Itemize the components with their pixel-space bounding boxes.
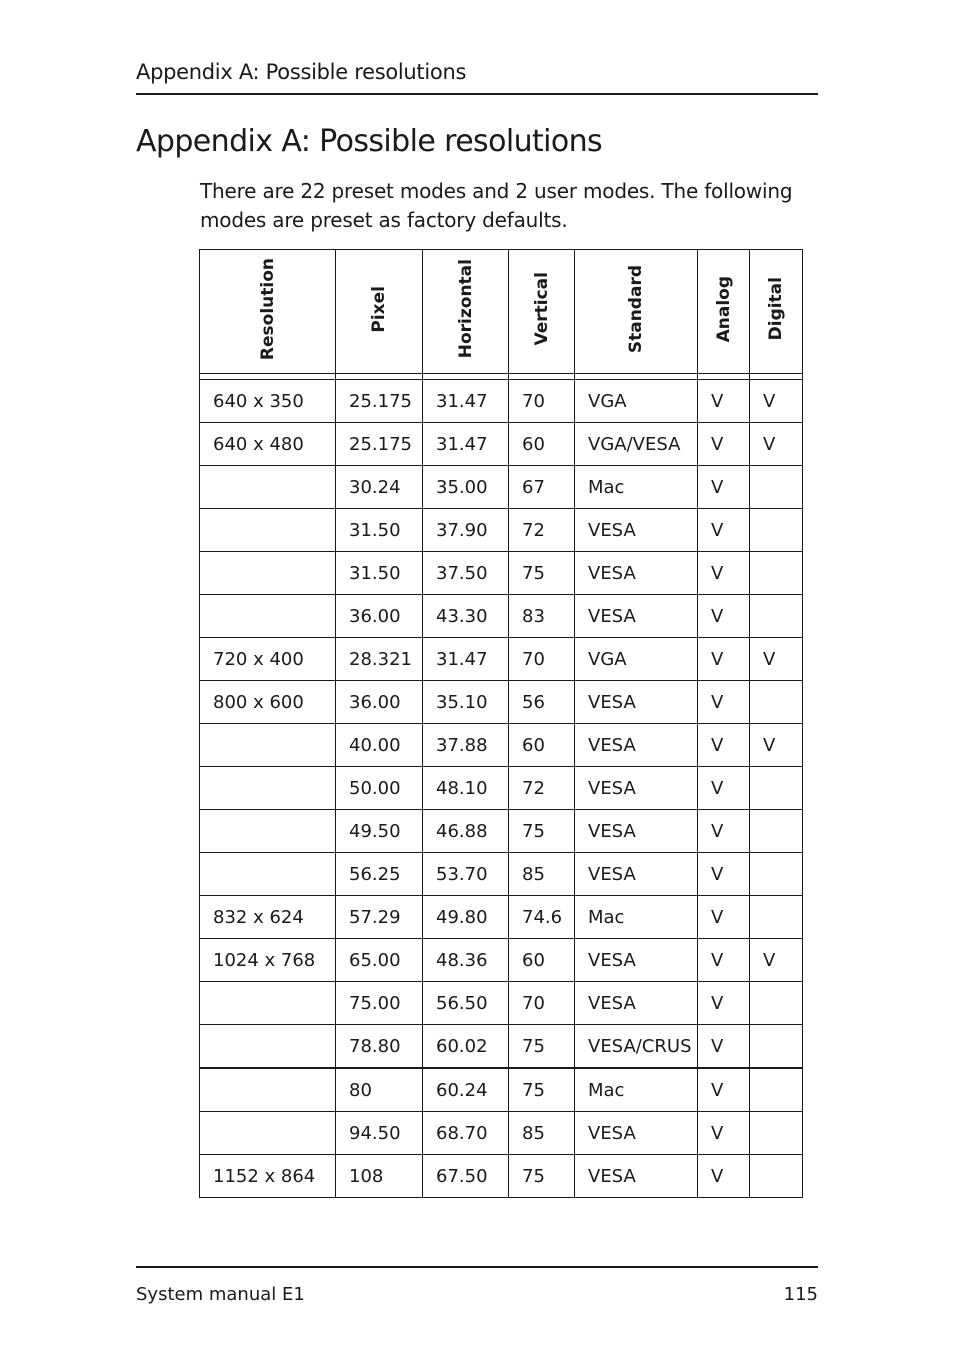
horizontal-cell: 48.36 — [423, 939, 509, 982]
pixel-cell: 78.80 — [336, 1025, 423, 1069]
resolution-cell — [200, 982, 336, 1025]
page-number: 115 — [783, 1284, 818, 1305]
table-row — [200, 1112, 803, 1155]
resolutions-table — [199, 249, 803, 1198]
horizontal-cell: 31.47 — [423, 638, 509, 681]
vertical-cell: 75 — [509, 810, 575, 853]
table-row — [200, 1025, 803, 1069]
table-row — [200, 724, 803, 767]
digital-cell: V — [750, 724, 803, 767]
standard-cell: VESA — [575, 595, 698, 638]
pixel-cell: 36.00 — [336, 681, 423, 724]
digital-cell — [750, 681, 803, 724]
standard-cell: Mac — [575, 896, 698, 939]
pixel-cell: 30.24 — [336, 466, 423, 509]
column-header-digital: Digital — [750, 250, 803, 374]
resolution-cell: 640 x 480 — [200, 423, 336, 466]
pixel-cell: 65.00 — [336, 939, 423, 982]
footer-document-title: System manual E1 — [136, 1284, 305, 1305]
standard-cell: VESA — [575, 681, 698, 724]
standard-cell: VESA — [575, 509, 698, 552]
horizontal-cell: 37.88 — [423, 724, 509, 767]
horizontal-cell: 68.70 — [423, 1112, 509, 1155]
resolution-cell: 800 x 600 — [200, 681, 336, 724]
analog-cell: V — [698, 1155, 750, 1198]
table-row — [200, 1155, 803, 1198]
analog-cell: V — [698, 380, 750, 423]
resolution-cell — [200, 1112, 336, 1155]
pixel-cell: 80 — [336, 1068, 423, 1112]
standard-cell: Mac — [575, 466, 698, 509]
page-title: Appendix A: Possible resolutions — [136, 124, 603, 159]
digital-cell — [750, 810, 803, 853]
resolution-cell — [200, 853, 336, 896]
analog-cell: V — [698, 595, 750, 638]
vertical-cell: 85 — [509, 1112, 575, 1155]
pixel-cell: 31.50 — [336, 552, 423, 595]
horizontal-cell: 31.47 — [423, 423, 509, 466]
standard-cell: Mac — [575, 1068, 698, 1112]
digital-cell — [750, 853, 803, 896]
vertical-cell: 60 — [509, 939, 575, 982]
resolution-cell — [200, 466, 336, 509]
vertical-cell: 75 — [509, 1025, 575, 1069]
analog-cell: V — [698, 853, 750, 896]
standard-cell: VGA — [575, 638, 698, 681]
resolution-cell — [200, 1025, 336, 1069]
table-header-row — [200, 250, 803, 374]
horizontal-cell: 60.02 — [423, 1025, 509, 1069]
digital-cell — [750, 509, 803, 552]
digital-cell — [750, 767, 803, 810]
resolution-cell — [200, 724, 336, 767]
footer-rule — [136, 1266, 818, 1268]
header-rule — [136, 93, 818, 95]
standard-cell: VESA — [575, 982, 698, 1025]
pixel-cell: 50.00 — [336, 767, 423, 810]
pixel-cell: 31.50 — [336, 509, 423, 552]
vertical-cell: 75 — [509, 552, 575, 595]
pixel-cell: 40.00 — [336, 724, 423, 767]
vertical-cell: 83 — [509, 595, 575, 638]
table-row — [200, 1068, 803, 1112]
pixel-cell: 57.29 — [336, 896, 423, 939]
analog-cell: V — [698, 939, 750, 982]
horizontal-cell: 35.10 — [423, 681, 509, 724]
vertical-cell: 56 — [509, 681, 575, 724]
pixel-cell: 75.00 — [336, 982, 423, 1025]
pixel-cell: 94.50 — [336, 1112, 423, 1155]
analog-cell: V — [698, 423, 750, 466]
analog-cell: V — [698, 552, 750, 595]
pixel-cell: 25.175 — [336, 380, 423, 423]
standard-cell: VESA — [575, 1112, 698, 1155]
resolution-cell — [200, 810, 336, 853]
standard-cell: VGA — [575, 380, 698, 423]
analog-cell: V — [698, 466, 750, 509]
table-row — [200, 552, 803, 595]
column-header-pixel: Pixel — [336, 250, 423, 374]
analog-cell: V — [698, 681, 750, 724]
resolution-cell — [200, 595, 336, 638]
standard-cell: VESA — [575, 810, 698, 853]
table-row — [200, 380, 803, 423]
horizontal-cell: 43.30 — [423, 595, 509, 638]
table-row — [200, 853, 803, 896]
digital-cell — [750, 982, 803, 1025]
horizontal-cell: 53.70 — [423, 853, 509, 896]
table-row — [200, 423, 803, 466]
analog-cell: V — [698, 896, 750, 939]
analog-cell: V — [698, 724, 750, 767]
horizontal-cell: 37.90 — [423, 509, 509, 552]
horizontal-cell: 46.88 — [423, 810, 509, 853]
vertical-cell: 74.6 — [509, 896, 575, 939]
column-header-resolution: Resolution — [200, 250, 336, 374]
digital-cell — [750, 466, 803, 509]
vertical-cell: 60 — [509, 423, 575, 466]
analog-cell: V — [698, 810, 750, 853]
resolution-cell: 640 x 350 — [200, 380, 336, 423]
vertical-cell: 72 — [509, 767, 575, 810]
analog-cell: V — [698, 509, 750, 552]
table-row — [200, 810, 803, 853]
standard-cell: VESA/CRUS — [575, 1025, 698, 1069]
digital-cell — [750, 552, 803, 595]
vertical-cell: 70 — [509, 638, 575, 681]
resolution-cell — [200, 1068, 336, 1112]
resolution-cell: 832 x 624 — [200, 896, 336, 939]
vertical-cell: 75 — [509, 1068, 575, 1112]
table-row — [200, 939, 803, 982]
resolution-cell: 720 x 400 — [200, 638, 336, 681]
vertical-cell: 75 — [509, 1155, 575, 1198]
standard-cell: VESA — [575, 552, 698, 595]
pixel-cell: 49.50 — [336, 810, 423, 853]
analog-cell: V — [698, 1025, 750, 1069]
standard-cell: VESA — [575, 724, 698, 767]
pixel-cell: 28.321 — [336, 638, 423, 681]
digital-cell: V — [750, 423, 803, 466]
resolution-cell — [200, 767, 336, 810]
intro-paragraph: There are 22 preset modes and 2 user modes. The following modes are preset as factory defaults. — [200, 179, 793, 232]
vertical-cell: 72 — [509, 509, 575, 552]
standard-cell: VESA — [575, 853, 698, 896]
vertical-cell: 85 — [509, 853, 575, 896]
digital-cell — [750, 1112, 803, 1155]
table-row — [200, 767, 803, 810]
pixel-cell: 108 — [336, 1155, 423, 1198]
horizontal-cell: 67.50 — [423, 1155, 509, 1198]
column-header-horizontal: Horizontal — [423, 250, 509, 374]
table-row — [200, 896, 803, 939]
horizontal-cell: 56.50 — [423, 982, 509, 1025]
horizontal-cell: 37.50 — [423, 552, 509, 595]
analog-cell: V — [698, 767, 750, 810]
analog-cell: V — [698, 1112, 750, 1155]
analog-cell: V — [698, 1068, 750, 1112]
resolution-cell: 1024 x 768 — [200, 939, 336, 982]
horizontal-cell: 48.10 — [423, 767, 509, 810]
pixel-cell: 36.00 — [336, 595, 423, 638]
digital-cell — [750, 595, 803, 638]
table-row — [200, 595, 803, 638]
digital-cell: V — [750, 939, 803, 982]
table-row — [200, 681, 803, 724]
digital-cell — [750, 1068, 803, 1112]
analog-cell: V — [698, 982, 750, 1025]
digital-cell — [750, 1025, 803, 1069]
running-header: Appendix A: Possible resolutions — [136, 60, 467, 84]
digital-cell: V — [750, 638, 803, 681]
standard-cell: VESA — [575, 939, 698, 982]
table-row — [200, 509, 803, 552]
standard-cell: VESA — [575, 767, 698, 810]
vertical-cell: 60 — [509, 724, 575, 767]
analog-cell: V — [698, 638, 750, 681]
column-header-vertical: Vertical — [509, 250, 575, 374]
table-row — [200, 982, 803, 1025]
horizontal-cell: 60.24 — [423, 1068, 509, 1112]
vertical-cell: 67 — [509, 466, 575, 509]
standard-cell: VESA — [575, 1155, 698, 1198]
table-row — [200, 466, 803, 509]
column-header-standard: Standard — [575, 250, 698, 374]
digital-cell: V — [750, 380, 803, 423]
table-row — [200, 638, 803, 681]
resolution-cell — [200, 552, 336, 595]
digital-cell — [750, 1155, 803, 1198]
resolution-cell: 1152 x 864 — [200, 1155, 336, 1198]
vertical-cell: 70 — [509, 982, 575, 1025]
horizontal-cell: 49.80 — [423, 896, 509, 939]
resolution-cell — [200, 509, 336, 552]
horizontal-cell: 31.47 — [423, 380, 509, 423]
digital-cell — [750, 896, 803, 939]
column-header-analog: Analog — [698, 250, 750, 374]
standard-cell: VGA/VESA — [575, 423, 698, 466]
pixel-cell: 25.175 — [336, 423, 423, 466]
vertical-cell: 70 — [509, 380, 575, 423]
pixel-cell: 56.25 — [336, 853, 423, 896]
horizontal-cell: 35.00 — [423, 466, 509, 509]
